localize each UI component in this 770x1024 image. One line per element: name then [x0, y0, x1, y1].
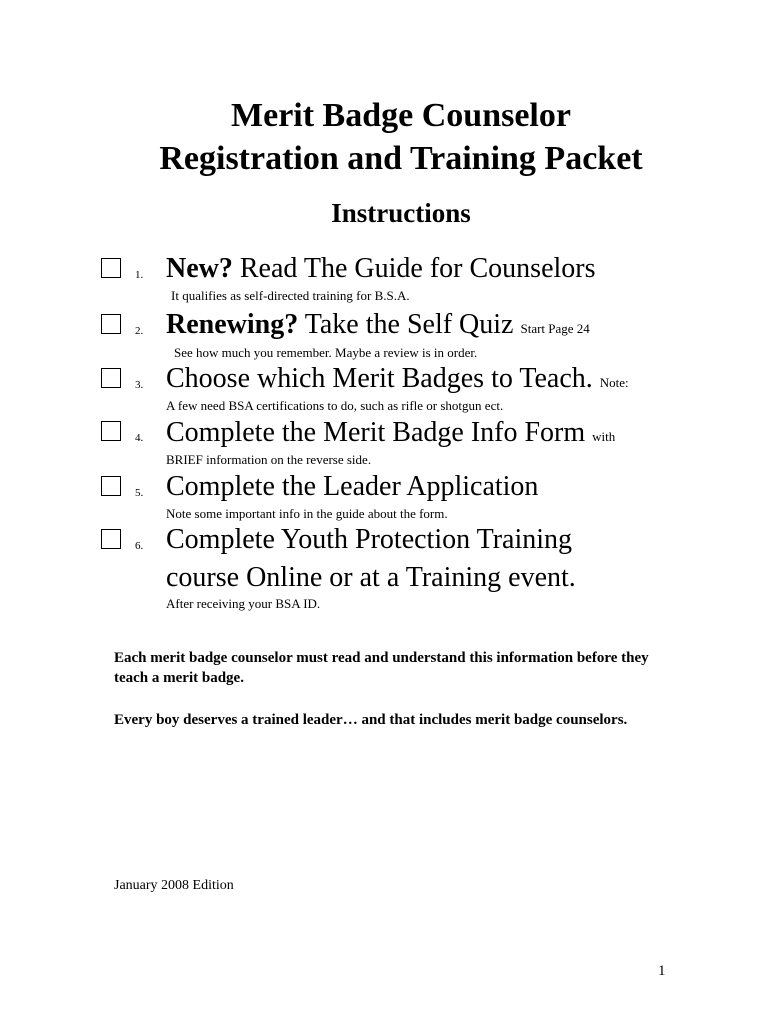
- item-2-small: Start Page 24: [520, 321, 590, 336]
- item-5-headline: [166, 470, 538, 504]
- item-6-headline-line-2: course Online or at a Training event.: [166, 562, 576, 593]
- item-2-number: 2.: [135, 325, 144, 337]
- item-5-checkbox[interactable]: [101, 476, 121, 496]
- item-3-text: Choose which Merit Badges to Teach.: [166, 363, 600, 394]
- item-3-checkbox[interactable]: [101, 368, 121, 388]
- item-3-headline: [166, 362, 629, 400]
- trained-leader-paragraph: Every boy deserves a trained leader… and that includes merit badge counselors.: [114, 712, 628, 728]
- item-3-number: 3.: [135, 379, 144, 391]
- item-1-note: It qualifies as self-directed training for B.S.A.: [171, 288, 410, 303]
- item-2-text: Take the Self Quiz: [298, 309, 521, 340]
- item-1-checkbox[interactable]: [101, 258, 121, 278]
- item-5-number: 5.: [135, 487, 144, 499]
- item-3-note: A few need BSA certifications to do, such as rifle or shotgun ect.: [166, 398, 504, 413]
- item-2-note: See how much you remember. Maybe a review is in order.: [174, 345, 478, 360]
- item-6-text: Complete Youth Protection Training: [166, 524, 573, 555]
- item-1-headline: [166, 252, 596, 286]
- title-line-2: Registration and Training Packet: [159, 140, 643, 177]
- item-2-headline: [166, 308, 590, 346]
- item-4-text: Complete the Merit Badge Info Form: [166, 417, 593, 448]
- item-1-text: Read The Guide for Counselors: [232, 253, 596, 284]
- title-line-1: Merit Badge Counselor: [231, 97, 571, 134]
- item-5-text: Complete the Leader Application: [166, 471, 539, 502]
- item-4-checkbox[interactable]: [101, 421, 121, 441]
- instructions-heading: Instructions: [331, 198, 471, 228]
- item-2-bold: Renewing?: [166, 309, 299, 340]
- item-6-headline: [166, 523, 572, 557]
- item-5-note: Note some important info in the guide about the form.: [166, 506, 448, 521]
- item-4-number: 4.: [135, 432, 144, 444]
- item-4-note: BRIEF information on the reverse side.: [166, 452, 372, 467]
- counselor-requirement-paragraph: Each merit badge counselor must read and understand this information before they teach a merit badge.: [114, 650, 649, 686]
- item-1-number: 1.: [135, 269, 144, 281]
- item-4-small: with: [592, 429, 616, 444]
- item-6-note: After receiving your BSA ID.: [166, 596, 321, 611]
- item-6-checkbox[interactable]: [101, 529, 121, 549]
- page-number: 1: [658, 963, 666, 979]
- item-6-number: 6.: [135, 540, 144, 552]
- edition-label: January 2008 Edition: [114, 878, 234, 893]
- item-2-checkbox[interactable]: [101, 314, 121, 334]
- item-3-small: Note:: [599, 375, 629, 390]
- item-1-bold: New?: [166, 253, 233, 284]
- item-4-headline: [166, 416, 615, 454]
